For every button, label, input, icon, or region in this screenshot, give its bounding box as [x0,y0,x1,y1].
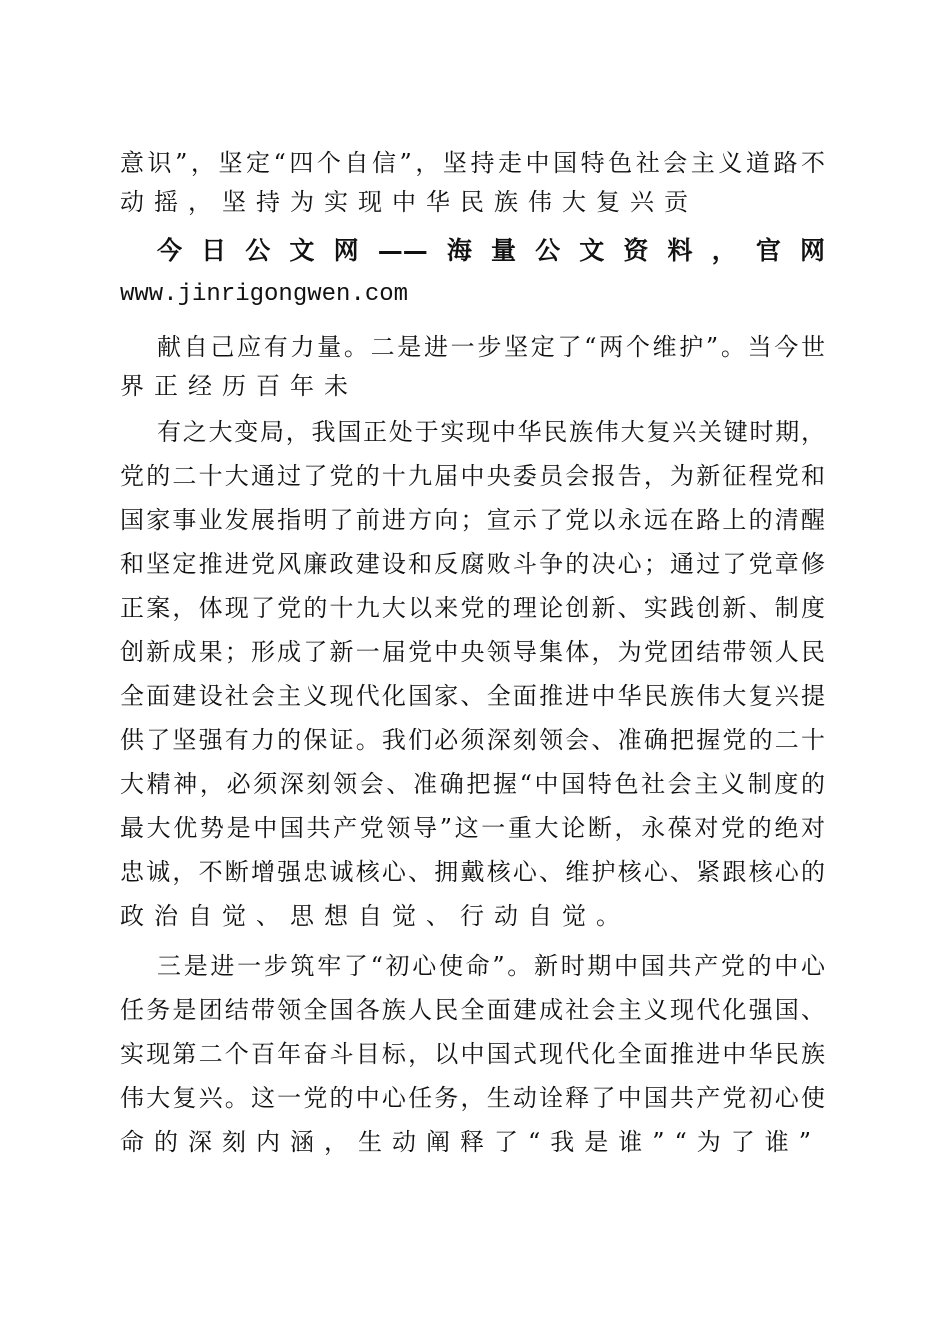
text-line: 三是进一步筑牢了“初心使命”。新时期中国共产党的中心 [157,952,825,980]
text-line: 意识”，坚定“四个自信”，坚持走中国特色社会主义道路不 [120,149,825,177]
text-line: 命的深刻内涵，生动阐释了“我是谁”“为了谁” [120,1128,822,1156]
text-line: 大精神，必须深刻领会、准确把握“中国特色社会主义制度的 [120,770,825,798]
text-line: 忠诚，不断增强忠诚核心、拥戴核心、维护核心、紧跟核心的 [120,858,825,886]
text-line: 和坚定推进党风廉政建设和反腐败斗争的决心；通过了党章修 [120,550,825,578]
site-url[interactable]: www.jinrigongwen.com [120,281,409,308]
text-line: 任务是团结带领全国各族人民全面建成社会主义现代化强国、 [120,996,825,1024]
text-line: 最大优势是中国共产党领导”这一重大论断，永葆对党的绝对 [120,814,825,842]
text-line: 创新成果；形成了新一届党中央领导集体，为党团结带领人民 [120,638,825,666]
text-line: 党的二十大通过了党的十九届中央委员会报告，为新征程党和 [120,462,825,490]
text-line: 国家事业发展指明了前进方向；宣示了党以永远在路上的清醒 [120,506,825,534]
text-line: 政治自觉、思想自觉、行动自觉。 [120,902,630,930]
text-line: 实现第二个百年奋斗目标，以中国式现代化全面推进中华民族 [120,1040,825,1068]
text-line: 伟大复兴。这一党的中心任务，生动诠释了中国共产党初心使 [120,1084,825,1112]
site-banner-heading: 今日公文网——海量公文资料，官网 [157,236,825,265]
text-line: 全面建设社会主义现代化国家、全面推进中华民族伟大复兴提 [120,682,825,710]
text-line: 献自己应有力量。二是进一步坚定了“两个维护”。当今世 [157,333,825,361]
text-line: 界正经历百年未 [120,372,358,400]
text-line: 供了坚强有力的保证。我们必须深刻领会、准确把握党的二十 [120,726,825,754]
text-line: 动摇，坚持为实现中华民族伟大复兴贡 [120,188,698,216]
text-line: 正案，体现了党的十九大以来党的理论创新、实践创新、制度 [120,594,825,622]
text-line: 有之大变局，我国正处于实现中华民族伟大复兴关键时期， [157,418,825,446]
